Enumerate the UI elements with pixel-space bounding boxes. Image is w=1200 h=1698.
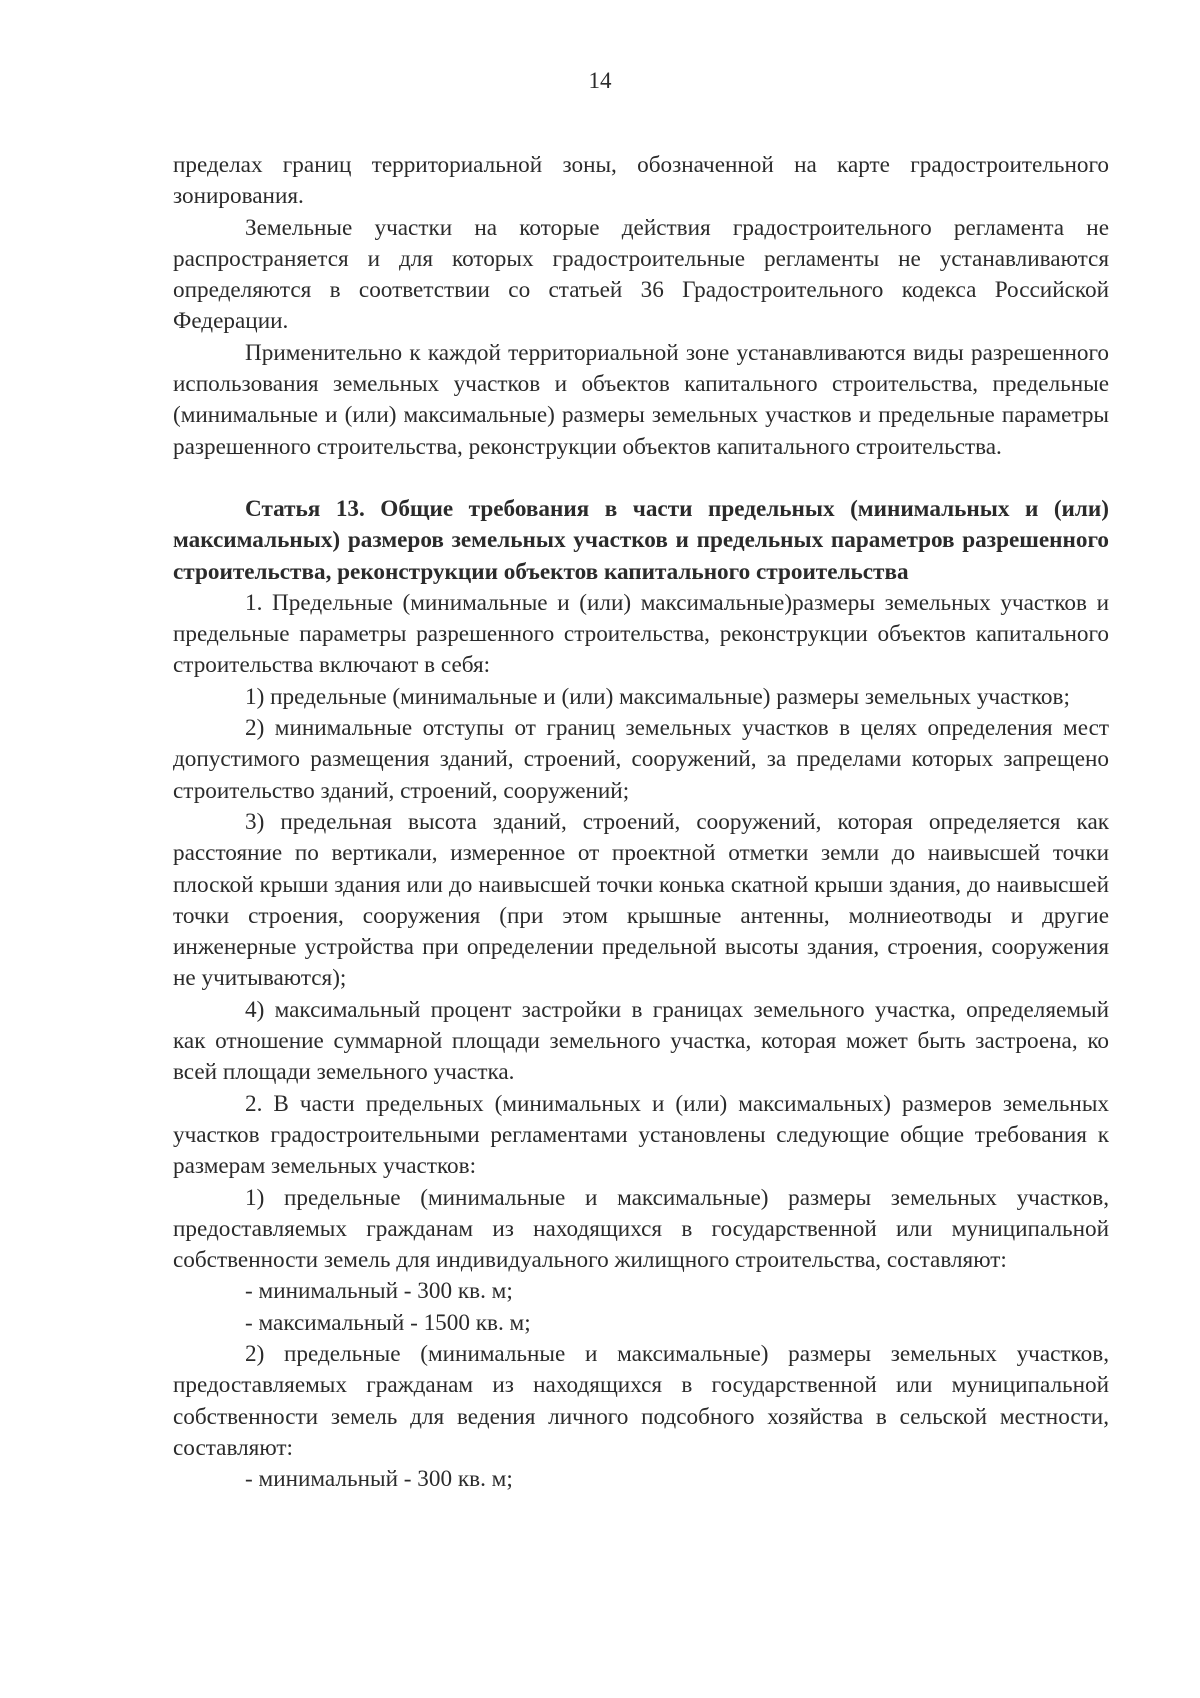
- paragraph: Применительно к каждой территориальной зоне устанавливаются виды разрешенного использования земельных участков и объектов капитального строительства, предельные (минимальные и (или) максимальные) размеры земельных участков и предельные параметры разрешенного строительства, реконструкции объектов капитального строительства.: [173, 339, 1109, 460]
- article-subitem: 1) предельные (минимальные и (или) максимальные) размеры земельных участков;: [245, 683, 1070, 710]
- size-maximum: - максимальный - 1500 кв. м;: [245, 1309, 531, 1336]
- document-body: [173, 150, 1109, 1495]
- article-subitem: 4) максимальный процент застройки в границах земельного участка, определяемый как отношение суммарной площади земельного участка, которая может быть застроена, ко всей площади земельного участка.: [173, 996, 1109, 1086]
- paragraph-spacer: [173, 463, 1109, 494]
- paragraph: Земельные участки на которые действия градостроительного регламента не распространяется и для которых градостроительные регламенты не устанавливаются определяются в соответствии со статьей 36 Градостроительного кодекса Российской Федерации.: [173, 214, 1109, 335]
- page-number: 14: [588, 68, 612, 93]
- size-minimum: - минимальный - 300 кв. м;: [245, 1278, 513, 1305]
- size-minimum: - минимальный - 300 кв. м;: [245, 1466, 513, 1493]
- article-subitem: 3) предельная высота зданий, строений, сооружений, которая определяется как расстояние по вертикали, измеренное от проектной отметки земли до наивысшей точки плоской крыши здания или до наивысшей точки конька скатной крыши здания, до наивысшей точки строения, сооружения (при этом крышные антенны, молниеотводы и другие инженерные устройства при определении предельной высоты здания, строения, сооружения не учитываются);: [173, 808, 1109, 992]
- paragraph-continuation: пределах границ территориальной зоны, обозначенной на карте градостроительного зонирования.: [173, 152, 1109, 210]
- article-subitem: 2) минимальные отступы от границ земельных участков в целях определения мест допустимого размещения зданий, строений, сооружений, за пределами которых запрещено строительство зданий, строений, сооружений;: [173, 715, 1109, 804]
- article-heading: Статья 13. Общие требования в части предельных (минимальных и (или) максимальных) размеров земельных участков и предельных параметров разрешенного строительства, реконструкции объектов капитального строительства: [173, 495, 1109, 585]
- article-item: 1. Предельные (минимальные и (или) максимальные)размеры земельных участков и предельные параметры разрешенного строительства, реконструкции объектов капитального строительства включают в себя:: [173, 589, 1109, 679]
- article-subitem: 1) предельные (минимальные и максимальные) размеры земельных участков, предоставляемых гражданам из находящихся в государственной или муниципальной собственности земель для индивидуального жилищного строительства, составляют:: [173, 1184, 1109, 1274]
- article-item: 2. В части предельных (минимальных и (или) максимальных) размеров земельных участков градостроительными регламентами установлены следующие общие требования к размерам земельных участков:: [173, 1090, 1109, 1180]
- article-subitem: 2) предельные (минимальные и максимальные) размеры земельных участков, предоставляемых гражданам из находящихся в государственной или муниципальной собственности земель для ведения личного подсобного хозяйства в сельской местности, составляют:: [173, 1340, 1109, 1461]
